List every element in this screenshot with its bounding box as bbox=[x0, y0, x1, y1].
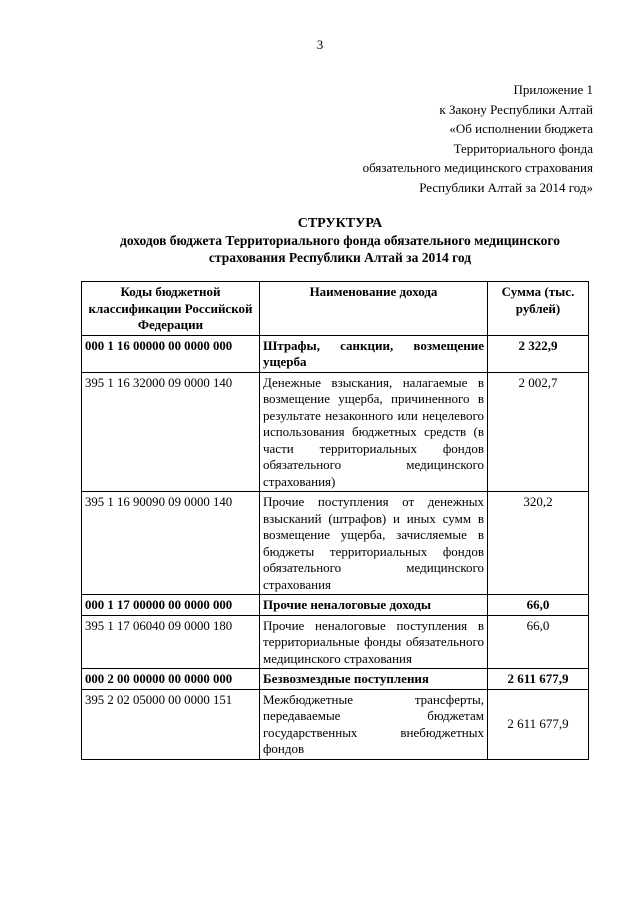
row-name: Прочие поступления от денежных взысканий (штрафов) и иных сумм в возмещение ущерба, зачисляемые в бюджеты территориальных фондов обязательного медицинского страхования bbox=[260, 492, 488, 595]
row-name: Безвозмездные поступления bbox=[260, 669, 488, 690]
appendix-line: к Закону Республики Алтай bbox=[439, 101, 593, 117]
page-number: 3 bbox=[316, 37, 324, 52]
table-row bbox=[82, 335, 589, 372]
row-sum: 320,2 bbox=[488, 492, 589, 595]
table-row bbox=[82, 669, 589, 690]
table-row bbox=[82, 492, 589, 595]
row-code: 000 1 17 00000 00 0000 000 bbox=[82, 595, 260, 616]
appendix-block bbox=[363, 80, 593, 197]
row-name: Штрафы, санкции, возмещение ущерба bbox=[260, 335, 488, 372]
table-row bbox=[82, 689, 589, 759]
row-code: 395 1 16 32000 09 0000 140 bbox=[82, 372, 260, 492]
row-code: 395 2 02 05000 00 0000 151 bbox=[82, 689, 260, 759]
row-code: 000 2 00 00000 00 0000 000 bbox=[82, 669, 260, 690]
appendix-line: «Об исполнении бюджета bbox=[449, 121, 593, 136]
title-main: СТРУКТУРА bbox=[297, 216, 383, 231]
header-codes: Коды бюджетной классификации Российской Федерации bbox=[82, 282, 260, 336]
row-name: Прочие неналоговые доходы bbox=[260, 595, 488, 616]
row-code: 000 1 16 00000 00 0000 000 bbox=[82, 335, 260, 372]
document-title bbox=[60, 215, 620, 266]
row-sum: 66,0 bbox=[488, 595, 589, 616]
title-line: страхования Республики Алтай за 2014 год bbox=[208, 250, 472, 265]
appendix-line: обязательного медицинского страхования bbox=[362, 160, 593, 175]
header-sum: Сумма (тыс. рублей) bbox=[488, 282, 589, 336]
appendix-line: Приложение 1 bbox=[513, 82, 593, 97]
title-line: доходов бюджета Территориального фонда обязательного медицинского bbox=[120, 233, 560, 248]
row-sum: 2 322,9 bbox=[488, 335, 589, 372]
table-row bbox=[82, 595, 589, 616]
appendix-line: Республики Алтай за 2014 год» bbox=[419, 179, 593, 195]
row-name: Прочие неналоговые поступления в территориальные фонды обязательного медицинского страхования bbox=[260, 615, 488, 669]
row-sum: 66,0 bbox=[488, 615, 589, 669]
table-row bbox=[82, 372, 589, 492]
income-structure-table bbox=[81, 281, 589, 760]
row-name: Денежные взыскания, налагаемые в возмещение ущерба, причиненного в результате незаконного или нецелевого использования бюджетных средств (в части территориальных фондов обязательного медицинского страхования) bbox=[260, 372, 488, 492]
header-income-name: Наименование дохода bbox=[260, 282, 488, 336]
appendix-line: Территориального фонда bbox=[453, 140, 593, 156]
row-name: Межбюджетные трансферты, передаваемые бюджетам государственных внебюджетных фондов bbox=[260, 689, 488, 759]
table-row bbox=[82, 615, 589, 669]
row-sum: 2 002,7 bbox=[488, 372, 589, 492]
row-sum: 2 611 677,9 bbox=[488, 669, 589, 690]
row-sum: 2 611 677,9 bbox=[488, 689, 589, 759]
row-code: 395 1 17 06040 09 0000 180 bbox=[82, 615, 260, 669]
row-code: 395 1 16 90090 09 0000 140 bbox=[82, 492, 260, 595]
table-header-row bbox=[82, 282, 589, 336]
